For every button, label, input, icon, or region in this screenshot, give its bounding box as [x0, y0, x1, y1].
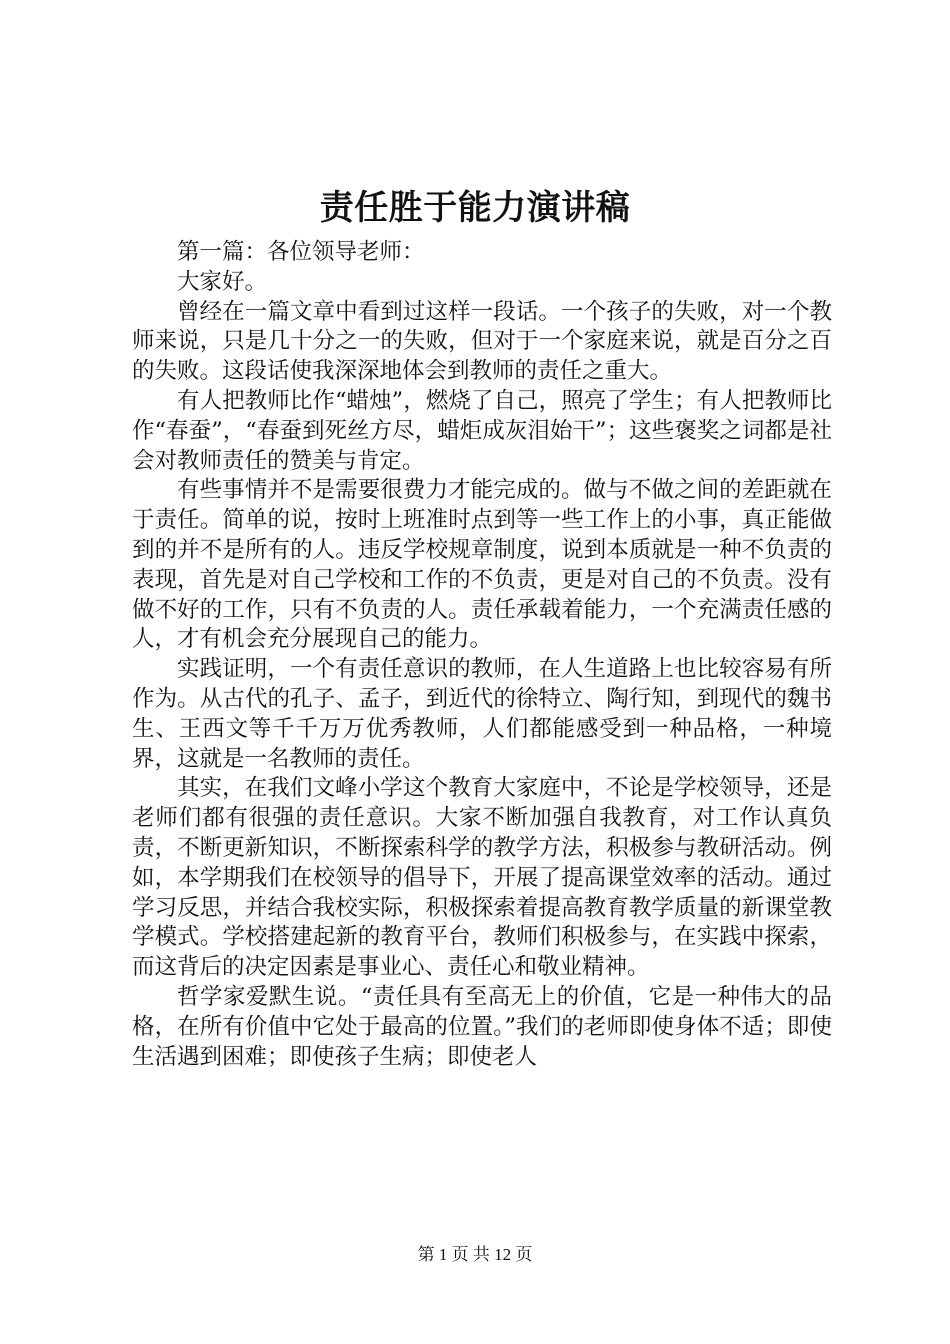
- document-body: [132, 238, 832, 1072]
- paragraph: 哲学家爱默生说。“责任具有至高无上的价值，它是一种伟大的品格，在所有价值中它处于最高的位置。”我们的老师即使身体不适；即使生活遇到困难；即使孩子生病；即使老人: [132, 983, 832, 1070]
- paragraph: 实践证明，一个有责任意识的教师，在人生道路上也比较容易有所作为。从古代的孔子、孟子，到近代的徐特立、陶行知，到现代的魏书生、王西文等千千万万优秀教师，人们都能感受到一种品格，一种境界，这就是一名教师的责任。: [132, 656, 832, 772]
- paragraph-greeting: 第一篇：各位领导老师：: [177, 239, 425, 265]
- paragraph: 曾经在一篇文章中看到过这样一段话。一个孩子的失败，对一个教师来说，只是几十分之一的失败，但对于一个家庭来说，就是百分之百的失败。这段话使我深深地体会到教师的责任之重大。: [132, 298, 832, 385]
- paragraph: 其实，在我们文峰小学这个教育大家庭中，不论是学校领导，还是老师们都有很强的责任意识。大家不断加强自我教育，对工作认真负责，不断更新知识，不断探索科学的教学方法，积极参与教研活动。例如，本学期我们在校领导的倡导下，开展了提高课堂效率的活动。通过学习反思，并结合我校实际，积极探索着提高教育教学质量的新课堂教学模式。学校搭建起新的教育平台，教师们积极参与，在实践中探索，而这背后的决定因素是事业心、责任心和敬业精神。: [132, 775, 832, 981]
- document-title: 责任胜于能力演讲稿: [319, 188, 631, 228]
- paragraph: 有些事情并不是需要很费力才能完成的。做与不做之间的差距就在于责任。简单的说，按时上班准时点到等一些工作上的小事，真正能做到的并不是所有的人。违反学校规章制度，说到本质就是一种不负责的表现，首先是对自己学校和工作的不负责，更是对自己的不负责。没有做不好的工作，只有不负责的人。责任承载着能力，一个充满责任感的人，才有机会充分展现自己的能力。: [132, 477, 832, 653]
- page-number-footer: 第 1 页 共 12 页: [417, 1245, 533, 1264]
- paragraph-hello: 大家好。: [177, 268, 268, 295]
- paragraph: 有人把教师比作“蜡烛”，燃烧了自己，照亮了学生；有人把教师比作“春蚕”，“春蚕到死丝方尽，蜡炬成灰泪始干”；这些褒奖之词都是社会对教师责任的赞美与肯定。: [132, 387, 832, 474]
